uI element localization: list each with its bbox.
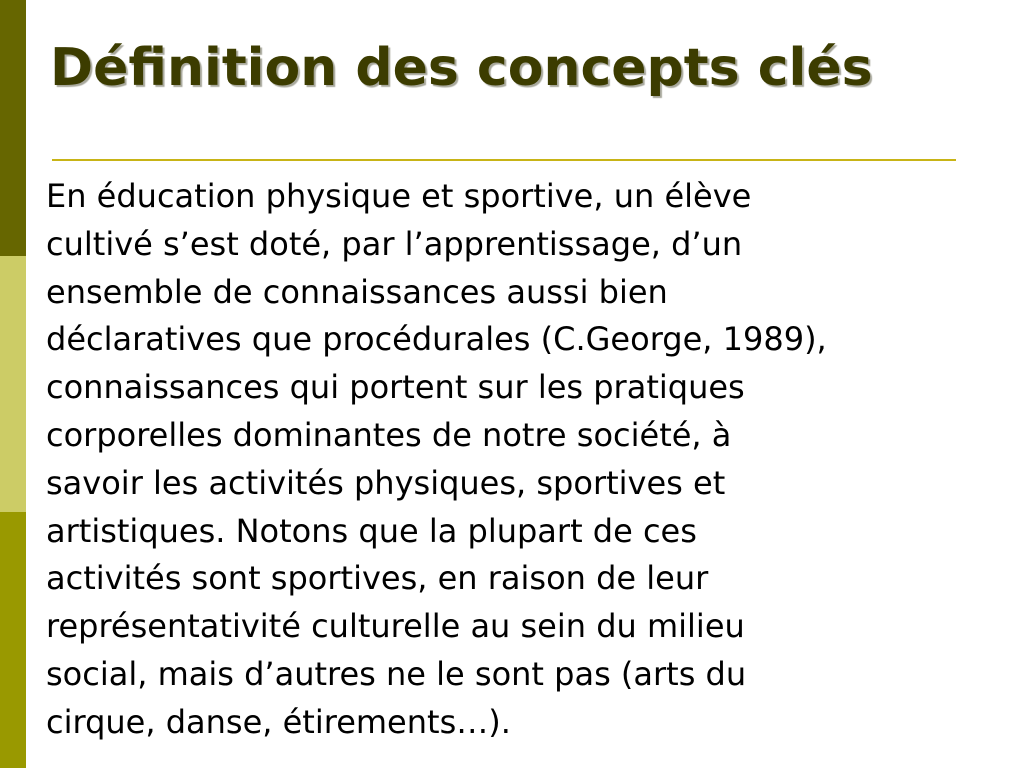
body-line: savoir les activités physiques, sportives et — [46, 463, 726, 502]
body-line: représentativité culturelle au sein du milieu — [46, 607, 745, 646]
side-bar-segment-top — [0, 0, 26, 256]
body-line: activités sont sportives, en raison de leur — [46, 559, 709, 598]
side-bar-segment-bottom — [0, 512, 26, 768]
body-line: En éducation physique et sportive, un élève — [46, 177, 752, 215]
body-line: social, mais d’autres ne le sont pas (arts du — [46, 654, 747, 693]
body-line: connaissances qui portent sur les pratiques — [46, 368, 745, 407]
slide-title: Définition des concepts clés — [50, 38, 873, 98]
body-paragraph — [46, 173, 1021, 747]
body-line: artistiques. Notons que la plupart de ces — [46, 511, 697, 550]
body-line: cultivé s’est doté, par l’apprentissage, d’un — [46, 224, 743, 263]
body-line: corporelles dominantes de notre société, à — [46, 415, 732, 454]
body-line: cirque, danse, étirements…). — [46, 702, 511, 741]
side-bar-segment-middle — [0, 256, 26, 512]
decorative-side-bar — [0, 0, 26, 768]
title-divider — [52, 159, 956, 161]
body-line: déclaratives que procédurales (C.George, 1989), — [46, 320, 827, 359]
body-line: ensemble de connaissances aussi bien — [46, 272, 668, 311]
